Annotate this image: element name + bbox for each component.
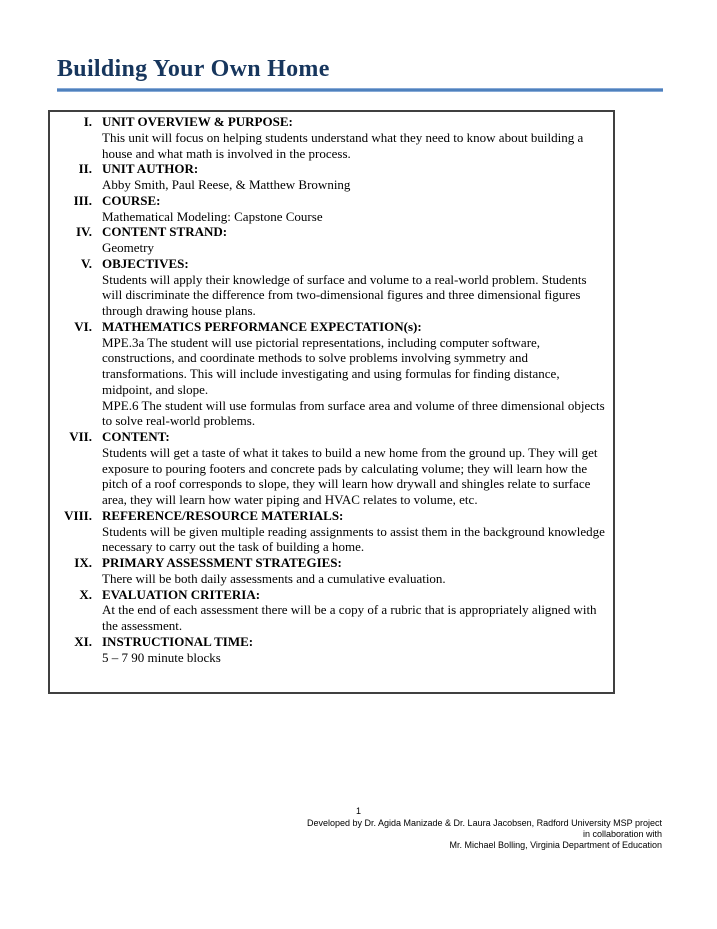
footer-credits <box>307 818 662 851</box>
item-paragraph: This unit will focus on helping students understand what they need to know about building a house and what math is involved in the process. <box>102 129 584 161</box>
item-numeral: III. <box>73 192 92 208</box>
item-heading: UNIT AUTHOR: <box>102 161 199 177</box>
page-title: Building Your Own Home <box>57 56 330 82</box>
item-content <box>102 429 608 508</box>
item-body <box>102 445 608 508</box>
item-body <box>102 335 608 430</box>
item-content <box>102 256 608 319</box>
item-content <box>102 161 608 193</box>
outline-item <box>52 114 608 161</box>
item-body <box>102 602 608 634</box>
item-content <box>102 508 608 555</box>
item-heading: MATHEMATICS PERFORMANCE EXPECTATION(s): <box>102 318 422 334</box>
item-body <box>102 177 608 193</box>
item-content <box>102 634 608 666</box>
item-numeral: VIII. <box>64 507 92 523</box>
item-heading: EVALUATION CRITERIA: <box>102 586 261 602</box>
item-paragraph: 5 – 7 90 minute blocks <box>102 649 221 665</box>
item-paragraph: Geometry <box>102 240 154 255</box>
item-body <box>102 524 608 556</box>
item-heading: REFERENCE/RESOURCE MATERIALS: <box>102 507 344 523</box>
outline-item <box>52 634 608 666</box>
item-numeral: X. <box>79 586 92 602</box>
item-body <box>102 130 608 162</box>
item-numeral: IX. <box>74 555 92 570</box>
footer-credit-line: Developed by Dr. Agida Manizade & Dr. Laura Jacobsen, Radford University MSP project <box>306 818 662 828</box>
item-heading: INSTRUCTIONAL TIME: <box>102 633 254 649</box>
item-body <box>102 650 608 666</box>
outline-item-list <box>52 114 608 665</box>
item-numeral: IV. <box>75 224 92 240</box>
item-content <box>102 114 608 161</box>
item-body <box>102 272 608 319</box>
item-numeral: I. <box>83 114 92 129</box>
item-heading: UNIT OVERVIEW & PURPOSE: <box>102 114 293 129</box>
item-body <box>102 240 608 256</box>
item-numeral: VI. <box>74 318 92 334</box>
outline-item <box>52 193 608 225</box>
item-heading: COURSE: <box>102 192 161 208</box>
title-rule <box>57 88 663 92</box>
item-content <box>102 319 608 429</box>
item-paragraph: Abby Smith, Paul Reese, & Matthew Browning <box>102 177 351 192</box>
unit-outline-box <box>48 110 615 694</box>
outline-item <box>52 555 608 587</box>
item-numeral: II. <box>78 161 92 177</box>
page-number: 1 <box>355 806 361 816</box>
item-content <box>102 587 608 634</box>
item-content <box>102 224 608 256</box>
item-body <box>102 571 608 587</box>
item-heading: CONTENT STRAND: <box>102 224 228 240</box>
item-content <box>102 193 608 225</box>
footer-credit-line: Mr. Michael Bolling, Virginia Department of Education <box>449 840 662 850</box>
outline-item <box>52 319 608 429</box>
item-paragraph: MPE.6 The student will use formulas from surface area and volume of three dimensional objects to solve real-world problems. <box>102 397 605 429</box>
item-paragraph: MPE.3a The student will use pictorial representations, including computer software, constructions, and coordinate methods to solve problems involving symmetry and transformations. This will include investigating and using formulas for finding distance, midpoint, and slope. <box>102 334 560 397</box>
item-numeral: VII. <box>69 429 92 444</box>
item-body <box>102 209 608 225</box>
outline-item <box>52 224 608 256</box>
outline-item <box>52 161 608 193</box>
item-paragraph: Students will be given multiple reading assignments to assist them in the background knowledge necessary to carry out the task of building a home. <box>102 523 605 555</box>
outline-item <box>52 429 608 508</box>
item-paragraph: Mathematical Modeling: Capstone Course <box>102 208 323 224</box>
item-paragraph: At the end of each assessment there will be a copy of a rubric that is appropriately aligned with the assessment. <box>102 602 597 633</box>
outline-item <box>52 508 608 555</box>
item-paragraph: Students will apply their knowledge of surface and volume to a real-world problem. Students will discriminate the difference from two-dimensional figures and three dimensional figures through drawing house plans. <box>102 271 587 318</box>
item-heading: OBJECTIVES: <box>102 255 189 271</box>
item-heading: PRIMARY ASSESSMENT STRATEGIES: <box>102 555 342 570</box>
item-paragraph: There will be both daily assessments and a cumulative evaluation. <box>102 570 446 586</box>
item-heading: CONTENT: <box>102 429 170 444</box>
footer-credit-line: in collaboration with <box>582 829 662 839</box>
item-numeral: XI. <box>74 633 92 649</box>
item-content <box>102 555 608 587</box>
outline-item <box>52 256 608 319</box>
item-paragraph: Students will get a taste of what it takes to build a new home from the ground up. They will get exposure to pouring footers and concrete pads by calculating volume; they will learn how the pitch of a roof corresponds to slope, they will learn how drywall and shingles relate to surface area, they will learn how water piping and HVAC relates to volume, etc. <box>102 444 598 507</box>
outline-item <box>52 587 608 634</box>
item-numeral: V. <box>81 255 92 271</box>
